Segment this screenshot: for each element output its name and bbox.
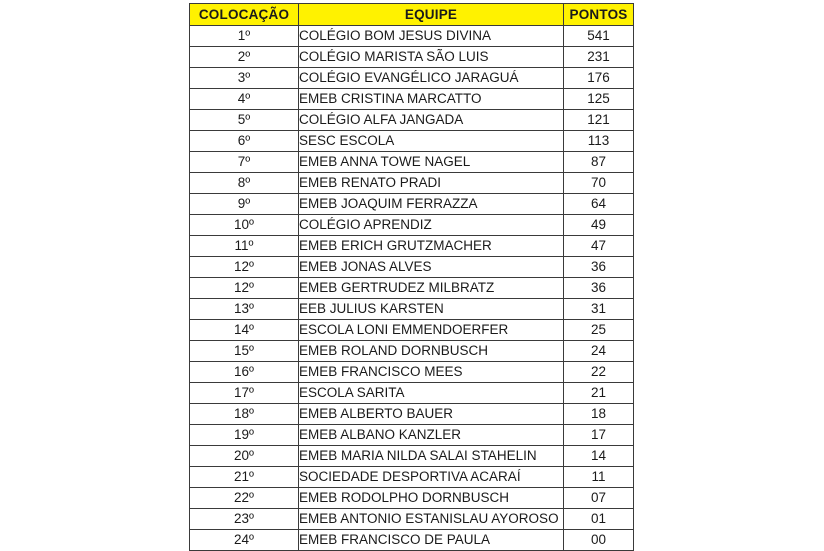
cell-pontos: 22 xyxy=(564,362,634,383)
cell-equipe: EEB JULIUS KARSTEN xyxy=(299,299,564,320)
table-row xyxy=(190,404,634,425)
table-row xyxy=(190,425,634,446)
cell-pontos: 36 xyxy=(564,257,634,278)
cell-colocacao: 14º xyxy=(190,320,299,341)
cell-colocacao: 4º xyxy=(190,89,299,110)
cell-colocacao: 11º xyxy=(190,236,299,257)
cell-equipe: EMEB FRANCISCO DE PAULA xyxy=(299,530,564,551)
cell-pontos: 14 xyxy=(564,446,634,467)
table-row xyxy=(190,362,634,383)
cell-pontos: 17 xyxy=(564,425,634,446)
cell-colocacao: 2º xyxy=(190,47,299,68)
cell-colocacao: 16º xyxy=(190,362,299,383)
table-row xyxy=(190,110,634,131)
cell-pontos: 47 xyxy=(564,236,634,257)
table-row xyxy=(190,488,634,509)
table-row xyxy=(190,299,634,320)
cell-pontos: 36 xyxy=(564,278,634,299)
cell-pontos: 541 xyxy=(564,26,634,47)
cell-colocacao: 17º xyxy=(190,383,299,404)
cell-colocacao: 19º xyxy=(190,425,299,446)
cell-equipe: EMEB CRISTINA MARCATTO xyxy=(299,89,564,110)
table-row xyxy=(190,446,634,467)
cell-pontos: 31 xyxy=(564,299,634,320)
cell-pontos: 64 xyxy=(564,194,634,215)
table-row xyxy=(190,530,634,551)
table-row xyxy=(190,320,634,341)
cell-colocacao: 23º xyxy=(190,509,299,530)
column-header-equipe: EQUIPE xyxy=(299,4,564,26)
cell-equipe: ESCOLA SARITA xyxy=(299,383,564,404)
cell-equipe: EMEB ALBANO KANZLER xyxy=(299,425,564,446)
cell-pontos: 07 xyxy=(564,488,634,509)
cell-equipe: COLÉGIO EVANGÉLICO JARAGUÁ xyxy=(299,68,564,89)
cell-colocacao: 12º xyxy=(190,257,299,278)
cell-pontos: 25 xyxy=(564,320,634,341)
table-row xyxy=(190,68,634,89)
cell-pontos: 231 xyxy=(564,47,634,68)
cell-pontos: 00 xyxy=(564,530,634,551)
table-row xyxy=(190,341,634,362)
table-row xyxy=(190,26,634,47)
table-row xyxy=(190,383,634,404)
cell-pontos: 01 xyxy=(564,509,634,530)
column-header-pontos: PONTOS xyxy=(564,4,634,26)
table-row xyxy=(190,278,634,299)
cell-pontos: 11 xyxy=(564,467,634,488)
table-row xyxy=(190,194,634,215)
cell-equipe: COLÉGIO ALFA JANGADA xyxy=(299,110,564,131)
cell-equipe: SOCIEDADE DESPORTIVA ACARAÍ xyxy=(299,467,564,488)
cell-colocacao: 15º xyxy=(190,341,299,362)
cell-equipe: EMEB FRANCISCO MEES xyxy=(299,362,564,383)
cell-equipe: EMEB JOAQUIM FERRAZZA xyxy=(299,194,564,215)
cell-colocacao: 24º xyxy=(190,530,299,551)
cell-equipe: EMEB ANNA TOWE NAGEL xyxy=(299,152,564,173)
cell-pontos: 87 xyxy=(564,152,634,173)
cell-pontos: 24 xyxy=(564,341,634,362)
cell-equipe: EMEB RODOLPHO DORNBUSCH xyxy=(299,488,564,509)
table-row xyxy=(190,47,634,68)
cell-colocacao: 10º xyxy=(190,215,299,236)
cell-colocacao: 12º xyxy=(190,278,299,299)
cell-equipe: EMEB ALBERTO BAUER xyxy=(299,404,564,425)
cell-equipe: EMEB MARIA NILDA SALAI STAHELIN xyxy=(299,446,564,467)
table-header xyxy=(190,4,634,26)
cell-pontos: 125 xyxy=(564,89,634,110)
cell-equipe: COLÉGIO MARISTA SÃO LUIS xyxy=(299,47,564,68)
cell-colocacao: 8º xyxy=(190,173,299,194)
cell-colocacao: 7º xyxy=(190,152,299,173)
cell-equipe: EMEB RENATO PRADI xyxy=(299,173,564,194)
cell-colocacao: 18º xyxy=(190,404,299,425)
table-row xyxy=(190,215,634,236)
cell-colocacao: 9º xyxy=(190,194,299,215)
cell-pontos: 49 xyxy=(564,215,634,236)
cell-colocacao: 5º xyxy=(190,110,299,131)
table-row xyxy=(190,152,634,173)
table-row xyxy=(190,467,634,488)
cell-colocacao: 6º xyxy=(190,131,299,152)
table-row xyxy=(190,257,634,278)
cell-colocacao: 22º xyxy=(190,488,299,509)
cell-colocacao: 13º xyxy=(190,299,299,320)
cell-colocacao: 21º xyxy=(190,467,299,488)
cell-pontos: 18 xyxy=(564,404,634,425)
cell-equipe: COLÉGIO BOM JESUS DIVINA xyxy=(299,26,564,47)
cell-colocacao: 1º xyxy=(190,26,299,47)
cell-colocacao: 20º xyxy=(190,446,299,467)
cell-pontos: 113 xyxy=(564,131,634,152)
table-row xyxy=(190,89,634,110)
cell-equipe: EMEB ERICH GRUTZMACHER xyxy=(299,236,564,257)
table-row xyxy=(190,236,634,257)
cell-equipe: COLÉGIO APRENDIZ xyxy=(299,215,564,236)
cell-equipe: EMEB ROLAND DORNBUSCH xyxy=(299,341,564,362)
cell-equipe: ESCOLA LONI EMMENDOERFER xyxy=(299,320,564,341)
column-header-colocacao: COLOCAÇÃO xyxy=(190,4,299,26)
cell-pontos: 70 xyxy=(564,173,634,194)
cell-pontos: 176 xyxy=(564,68,634,89)
table-body xyxy=(190,26,634,551)
ranking-table-container xyxy=(189,3,633,551)
table-header-row xyxy=(190,4,634,26)
cell-pontos: 21 xyxy=(564,383,634,404)
cell-colocacao: 3º xyxy=(190,68,299,89)
table-row xyxy=(190,173,634,194)
ranking-table xyxy=(189,3,634,551)
cell-pontos: 121 xyxy=(564,110,634,131)
cell-equipe: EMEB GERTRUDEZ MILBRATZ xyxy=(299,278,564,299)
cell-equipe: EMEB JONAS ALVES xyxy=(299,257,564,278)
table-row xyxy=(190,131,634,152)
cell-equipe: EMEB ANTONIO ESTANISLAU AYOROSO xyxy=(299,509,564,530)
table-row xyxy=(190,509,634,530)
cell-equipe: SESC ESCOLA xyxy=(299,131,564,152)
